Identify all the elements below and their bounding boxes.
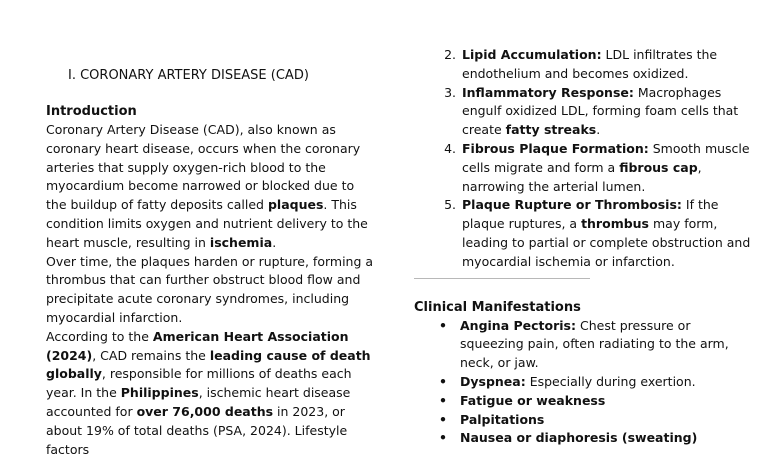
p3-bold-philippines: Philippines bbox=[120, 385, 199, 401]
p3-text-c: , responsible for millions of deaths each year. In the bbox=[46, 366, 352, 401]
manifestation-item bbox=[460, 392, 754, 411]
section-divider bbox=[414, 278, 590, 279]
p3-text-a: According to the bbox=[46, 328, 153, 344]
step-bold: fibrous cap bbox=[619, 159, 698, 175]
intro-paragraph-3 bbox=[46, 328, 376, 459]
step-head: Lipid Accumulation: bbox=[462, 47, 602, 62]
step-bold: thrombus bbox=[581, 216, 650, 232]
step-text: Smooth muscle cells migrate and form a bbox=[462, 140, 750, 175]
introduction-heading: Introduction bbox=[46, 104, 137, 119]
p3-bold-aha: American Heart Association (2024) bbox=[46, 328, 349, 363]
step-item bbox=[460, 196, 754, 271]
step-item bbox=[460, 84, 754, 140]
manifestation-head: Nausea or diaphoresis (sweating) bbox=[460, 430, 698, 446]
p3-bold-deaths: over 76,000 deaths bbox=[136, 403, 274, 419]
p1-bold-ischemia: ischemia bbox=[209, 234, 273, 250]
p1-bold-plaques: plaques bbox=[267, 197, 324, 213]
step-head: Fibrous Plaque Formation: bbox=[462, 140, 649, 156]
manifestation-head: Dyspnea: bbox=[460, 373, 526, 389]
intro-paragraph-2: Over time, the plaques harden or rupture, forming a thrombus that can further obstruct blood flow and precipitate acute coronary syndromes, including myocardial infarction. bbox=[46, 253, 374, 325]
step-text: may form, leading to partial or complete obstruction and myocardial ischemia or infarction. bbox=[462, 216, 751, 269]
section-title: I. CORONARY ARTERY DISEASE (CAD) bbox=[68, 68, 309, 83]
p1-text-b: . This condition limits oxygen and nutrient delivery to the heart muscle, resulting in bbox=[46, 197, 368, 250]
step-text: . bbox=[596, 122, 601, 138]
clinical-manifestations-list bbox=[414, 317, 754, 449]
step-item bbox=[460, 140, 754, 196]
step-text: If the plaque ruptures, a bbox=[462, 197, 719, 232]
p1-text-c: . bbox=[272, 234, 277, 250]
manifestation-head: Angina Pectoris: bbox=[460, 317, 576, 333]
step-text: , narrowing the arterial lumen. bbox=[462, 159, 702, 194]
manifestation-head: Fatigue or weakness bbox=[460, 392, 606, 408]
step-bold: fatty streaks bbox=[505, 122, 597, 138]
manifestation-head: Palpitations bbox=[460, 411, 545, 427]
manifestation-text: Chest pressure or squeezing pain, often radiating to the arm, neck, or jaw. bbox=[460, 317, 729, 371]
p1-text-a: Coronary Artery Disease (CAD), also known as coronary heart disease, occurs when the coronary arteries that supply oxygen-rich blood to the myocardium become narrowed or blocked due to the buildup of fatty deposits called bbox=[46, 122, 361, 213]
step-head: Plaque Rupture or Thrombosis: bbox=[462, 197, 682, 213]
p3-text-d: , ischemic heart disease accounted for bbox=[46, 385, 351, 419]
manifestation-text: Especially during exertion. bbox=[525, 373, 696, 389]
p3-text-e: in 2023, or about 19% of total deaths (PSA, 2024). Lifestyle factors bbox=[46, 403, 348, 457]
step-text: LDL infiltrates the endothelium and becomes oxidized. bbox=[462, 47, 718, 81]
manifestation-item bbox=[460, 429, 754, 448]
step-item bbox=[460, 46, 754, 84]
step-text: Macrophages engulf oxidized LDL, forming foam cells that create bbox=[462, 84, 739, 138]
right-column bbox=[414, 46, 754, 448]
p3-bold-leading-cause: leading cause of death globally bbox=[46, 347, 371, 382]
manifestation-item bbox=[460, 317, 754, 373]
left-column bbox=[46, 66, 376, 459]
manifestation-item bbox=[460, 411, 754, 430]
p3-text-b: , CAD remains the bbox=[92, 347, 210, 363]
manifestation-item bbox=[460, 373, 754, 392]
intro-paragraph-1 bbox=[46, 121, 376, 253]
pathophysiology-steps bbox=[414, 46, 754, 272]
clinical-manifestations-heading: Clinical Manifestations bbox=[414, 299, 581, 315]
step-head: Inflammatory Response: bbox=[462, 84, 634, 100]
